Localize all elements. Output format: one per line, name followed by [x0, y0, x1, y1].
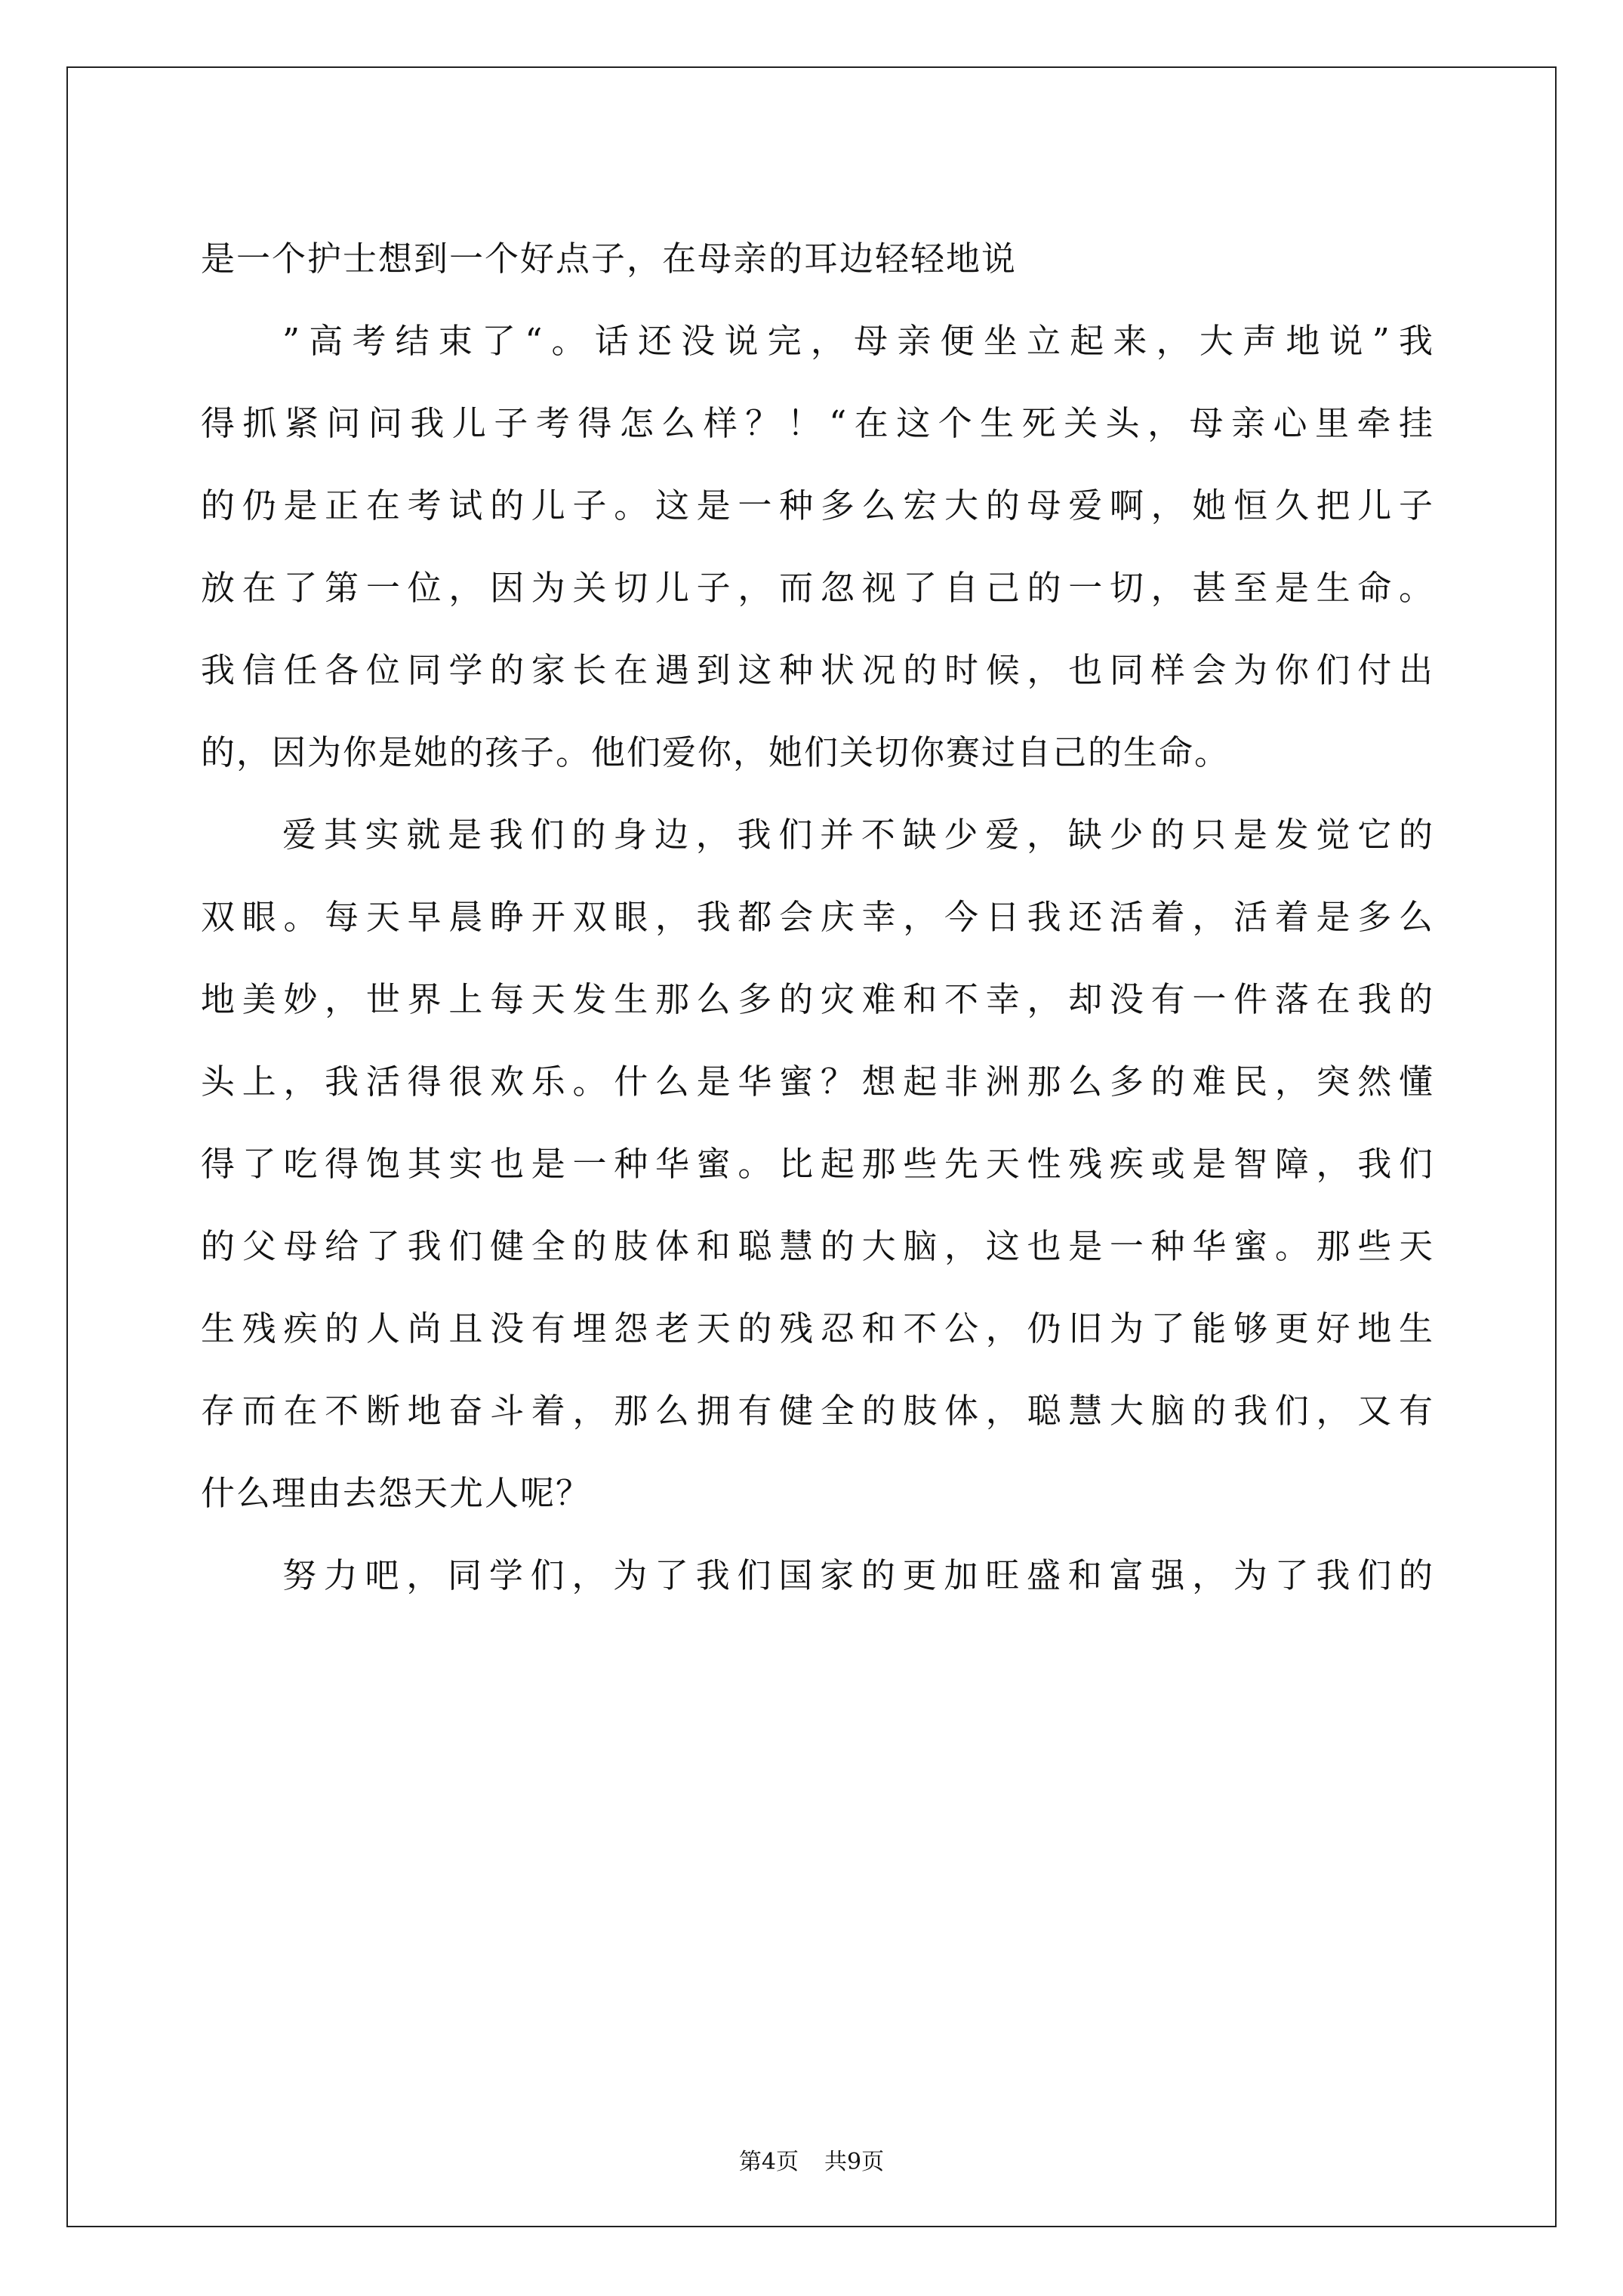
document-body: [201, 217, 1434, 1616]
text-line: 得抓紧问问我儿子考得怎么样？！“在这个生死关头，母亲心里牵挂: [201, 403, 1434, 443]
text-line: 头上，我活得很欢乐。什么是华蜜？想起非洲那么多的难民，突然懂: [201, 1062, 1434, 1102]
text-line: 得了吃得饱其实也是一种华蜜。比起那些先天性残疾或是智障，我们: [201, 1144, 1434, 1184]
text-line: 双眼。每天早晨睁开双眼，我都会庆幸，今日我还活着，活着是多么: [201, 897, 1434, 937]
text-line: 放在了第一位，因为关切儿子，而忽视了自己的一切，甚至是生命。: [201, 568, 1434, 608]
text-line: 的父母给了我们健全的肢体和聪慧的大脑，这也是一种华蜜。那些天: [201, 1226, 1434, 1266]
text-line: 是一个护士想到一个好点子，在母亲的耳边轻轻地说: [201, 239, 1018, 279]
text-line: 生残疾的人尚且没有埋怨老天的残忍和不公，仍旧为了能够更好地生: [201, 1308, 1434, 1348]
text-line: 的，因为你是她的孩子。他们爱你，她们关切你赛过自己的生命。: [201, 732, 1230, 772]
text-line: 的仍是正在考试的儿子。这是一种多么宏大的母爱啊，她恒久把儿子: [201, 485, 1434, 525]
text-line: ”高考结束了“。话还没说完，母亲便坐立起来，大声地说”我: [282, 321, 1434, 361]
text-line: 努力吧，同学们，为了我们国家的更加旺盛和富强，为了我们的: [282, 1555, 1434, 1595]
text-line: 地美妙，世界上每天发生那么多的灾难和不幸，却没有一件落在我的: [201, 979, 1434, 1019]
text-line: 爱其实就是我们的身边，我们并不缺少爱，缺少的只是发觉它的: [282, 815, 1434, 855]
text-line: 什么理由去怨天尤人呢？: [201, 1473, 592, 1513]
text-line: 存而在不断地奋斗着，那么拥有健全的肢体，聪慧大脑的我们，又有: [201, 1391, 1434, 1431]
page-number: 第4页: [738, 2149, 799, 2175]
page-total: 共9页: [824, 2149, 885, 2175]
text-line: 我信任各位同学的家长在遇到这种状况的时候，也同样会为你们付出: [201, 650, 1434, 690]
page-footer: [0, 2143, 1623, 2176]
